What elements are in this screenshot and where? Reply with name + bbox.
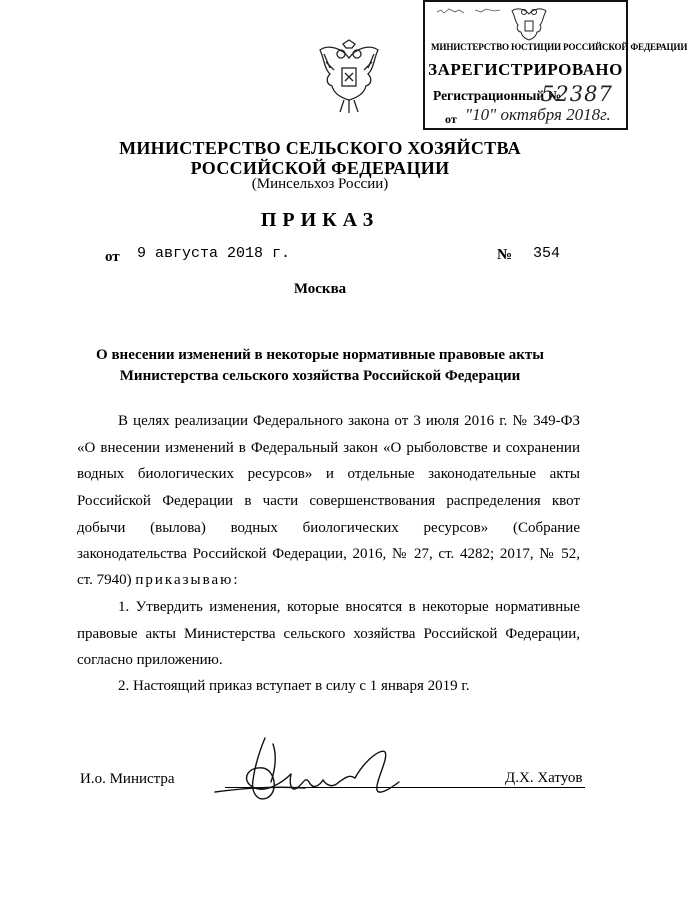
body-line: Российской Федерации в части совершенствования распределения квот	[77, 493, 580, 509]
stamp-reg-label: Регистрационный №	[433, 88, 562, 103]
stamp-ministry: МИНИСТЕРСТВО ЮСТИЦИИ РОССИЙСКОЙ ФЕДЕРАЦИИ	[431, 43, 687, 53]
registration-stamp	[423, 0, 687, 130]
city: Москва	[293, 281, 347, 297]
handwritten-signature	[205, 730, 505, 810]
stamp-emblem-icon	[507, 4, 551, 44]
order-date: 9 августа 2018 г.	[137, 245, 291, 262]
stamp-date-handwritten: "10" октября 2018г.	[465, 105, 611, 124]
citation-end: ст. 7940)	[77, 572, 132, 588]
signer-name: Д.Х. Хатуов	[505, 770, 583, 786]
stamp-date-label: от	[445, 112, 457, 126]
body-line: согласно приложению.	[77, 652, 223, 668]
body-line: «О внесении изменений в Федеральный закон «О рыболовстве и сохранении	[77, 440, 580, 456]
body-line: правовые акты Министерства сельского хозяйства Российской Федерации,	[77, 626, 580, 642]
subject-line-2: Министерства сельского хозяйства Российской Федерации	[119, 368, 521, 384]
stamp-registered: ЗАРЕГИСТРИРОВАНО	[428, 60, 623, 79]
order-verb: приказываю:	[135, 572, 240, 588]
date-prefix: от	[105, 249, 120, 265]
ministry-short-name: (Минсельхоз России)	[251, 176, 389, 192]
ministry-name-line2: РОССИЙСКОЙ ФЕДЕРАЦИИ	[190, 158, 450, 178]
body-line: добычи (вылова) водных биологических ресурсов» (Собрание	[77, 520, 580, 536]
document-type-title: ПРИКАЗ	[260, 209, 380, 231]
stamp-reg-number: 52387	[541, 82, 613, 106]
body-line: законодательства Российской Федерации, 2016, № 27, ст. 4282; 2017, № 52,	[77, 546, 580, 562]
body-line: 2. Настоящий приказ вступает в силу с 1 января 2019 г.	[118, 678, 470, 694]
order-number: 354	[533, 245, 561, 262]
body-line: 1. Утвердить изменения, которые вносятся в некоторые нормативные	[118, 599, 580, 615]
ministry-name-line1: МИНИСТЕРСТВО СЕЛЬСКОГО ХОЗЯЙСТВА	[119, 138, 521, 158]
coat-of-arms-emblem	[314, 38, 384, 116]
number-sign: №	[497, 247, 513, 263]
stamp-ink-smudge	[435, 6, 505, 16]
body-line-last	[77, 572, 240, 589]
body-line: В целях реализации Федерального закона от 3 июля 2016 г. № 349-ФЗ	[118, 413, 580, 429]
body-line: водных биологических ресурсов» и отдельные законодательные акты	[77, 466, 580, 482]
signer-title: И.о. Министра	[80, 771, 175, 787]
subject-line-1: О внесении изменений в некоторые нормативные правовые акты	[96, 347, 544, 363]
